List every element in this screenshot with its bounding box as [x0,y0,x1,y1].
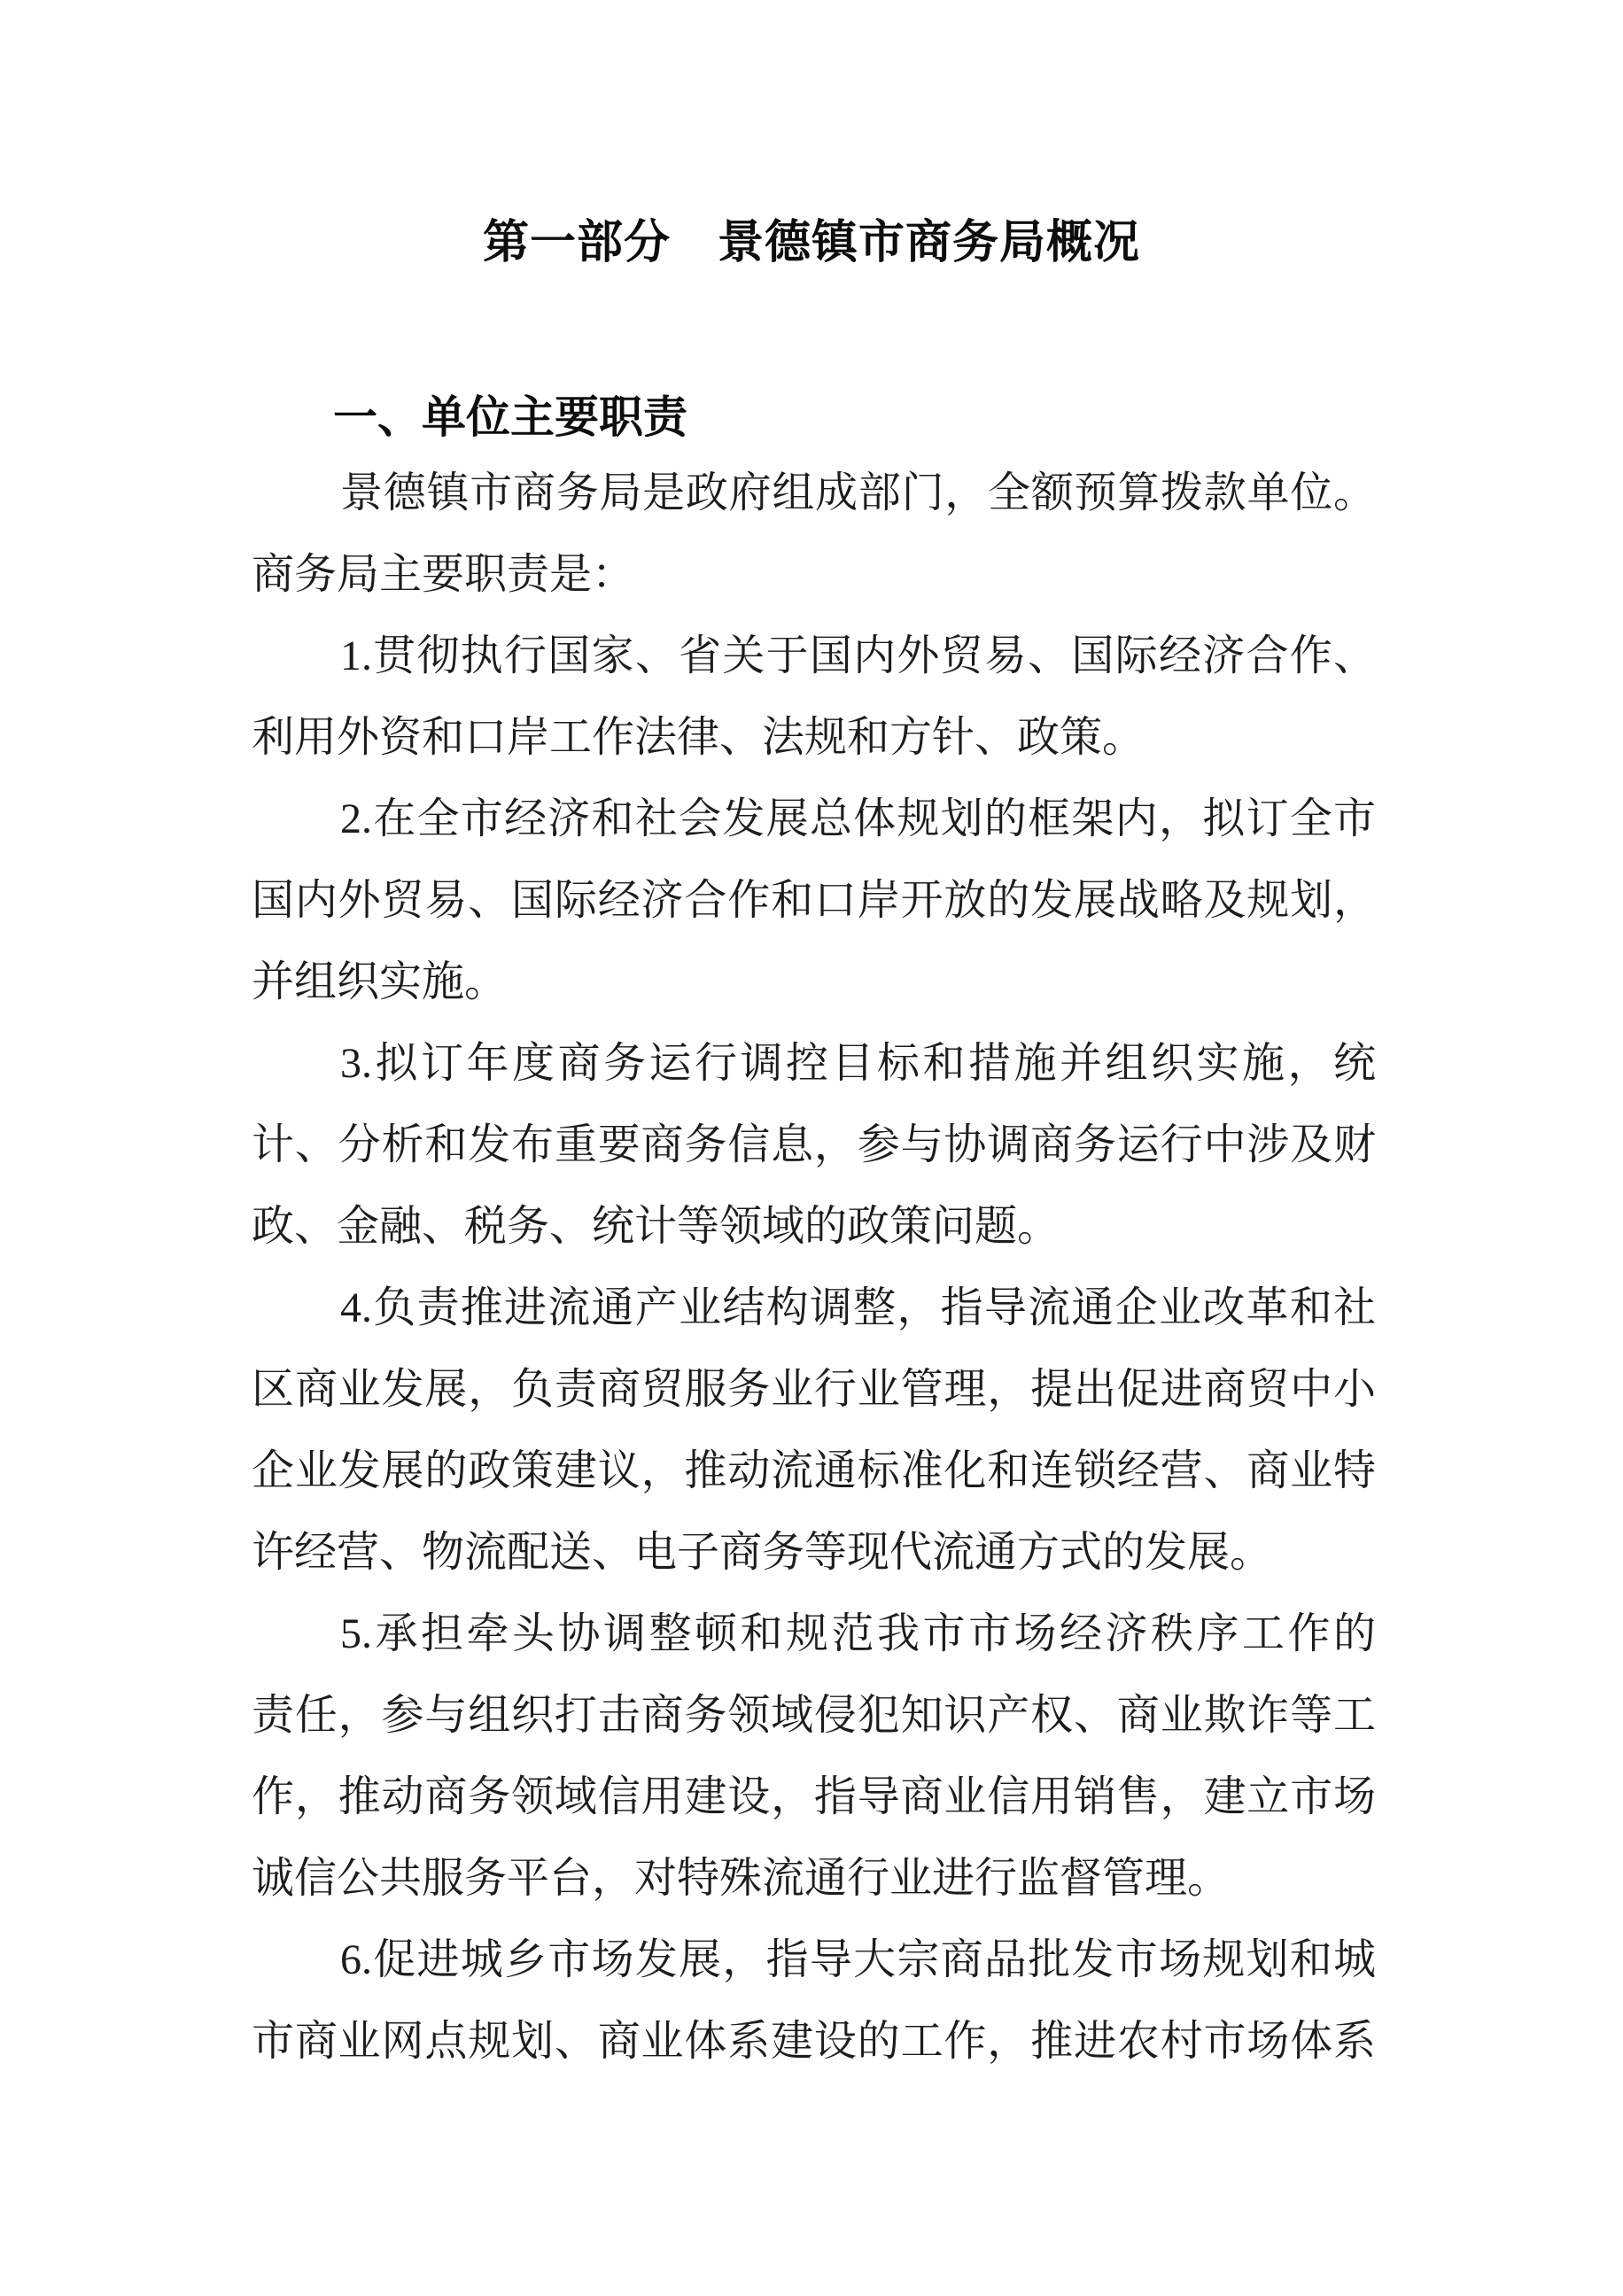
section-heading: 一、单位主要职责 [333,392,687,442]
body-line: 国内外贸易、国际经济合作和口岸开放的发展战略及规划， [252,877,1376,924]
body-line: 企业发展的政策建议，推动流通标准化和连锁经营、商业特 [252,1447,1376,1494]
body-line: 1.贯彻执行国家、省关于国内外贸易、国际经济合作、 [340,632,1376,679]
body-text [252,453,1376,2083]
body-line: 责任，参与组织打击商务领域侵犯知识产权、商业欺诈等工 [252,1692,1376,1739]
body-line: 2.在全市经济和社会发展总体规划的框架内，拟订全市 [340,795,1376,842]
body-line: 并组织实施。 [252,958,508,1005]
body-line: 许经营、物流配送、电子商务等现代流通方式的发展。 [252,1529,1273,1576]
body-line: 计、分析和发布重要商务信息，参与协调商务运行中涉及财 [252,1121,1376,1168]
body-line: 作，推动商务领域信用建设，指导商业信用销售，建立市场 [252,1773,1376,1820]
body-line: 市商业网点规划、商业体系建设的工作，推进农村市场体系 [252,2018,1376,2065]
body-line: 6.促进城乡市场发展，指导大宗商品批发市场规划和城 [340,1936,1376,1983]
body-line: 4.负责推进流通产业结构调整，指导流通企业改革和社 [340,1284,1376,1331]
document-title: 第一部分 景德镇市商务局概况 [482,217,1140,268]
body-line: 商务局主要职责是： [252,551,635,598]
body-line: 利用外资和口岸工作法律、法规和方针、政策。 [252,714,1145,761]
body-line: 景德镇市商务局是政府组成部门，全额预算拨款单位。 [340,469,1376,516]
body-line: 5.承担牵头协调整顿和规范我市市场经济秩序工作的 [340,1610,1376,1657]
body-line: 区商业发展，负责商贸服务业行业管理，提出促进商贸中小 [252,1366,1376,1413]
body-line: 政、金融、税务、统计等领域的政策问题。 [252,1203,1060,1250]
body-line: 3.拟订年度商务运行调控目标和措施并组织实施，统 [340,1040,1376,1087]
body-line: 诚信公共服务平台，对特殊流通行业进行监督管理。 [252,1855,1231,1902]
